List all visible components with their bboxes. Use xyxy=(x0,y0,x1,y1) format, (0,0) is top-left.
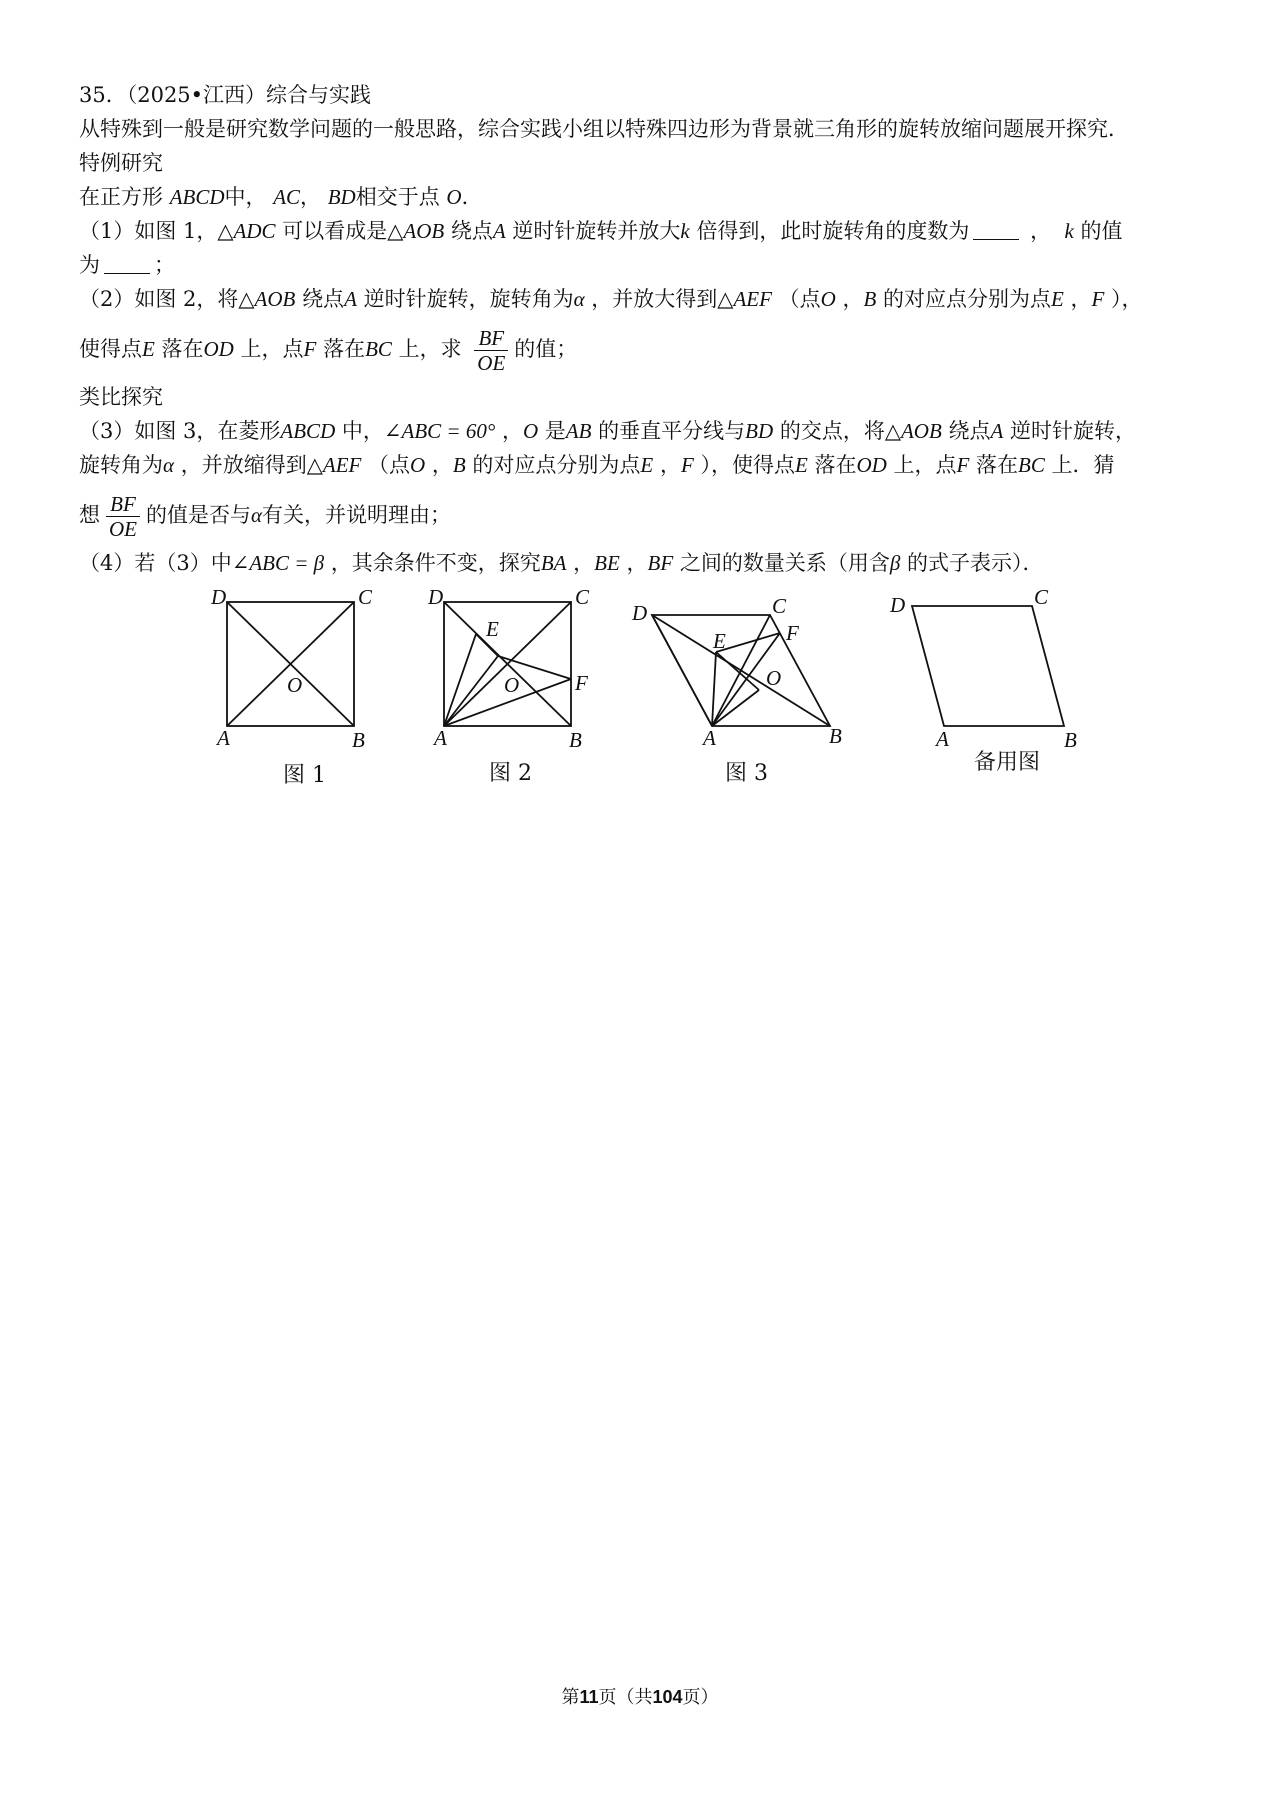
fig1-label-O: O xyxy=(287,673,303,697)
fig1-label-B: B xyxy=(352,728,365,752)
fig4-caption: 备用图 xyxy=(974,750,1041,775)
backup-label-D: D xyxy=(890,593,906,617)
fig2-caption: 图 2 xyxy=(489,761,532,786)
backup-rhombus xyxy=(912,606,1064,726)
total-pages: 104 xyxy=(652,1687,683,1707)
fig3-label-B: B xyxy=(829,724,842,748)
section-title-special: 特例研究 xyxy=(79,151,163,175)
given-line: 在正方形 ABCD中， AC， BD相交于点 O． xyxy=(79,185,483,209)
fig3-label-F: F xyxy=(786,621,799,645)
figure-3 xyxy=(631,594,842,750)
backup-label-C: C xyxy=(1034,585,1049,609)
fig3-segment-ae xyxy=(712,652,716,726)
fraction-bf-oe: $\frac{BF}{OE}$ xyxy=(474,326,508,375)
fig2-label-F: F xyxy=(575,671,588,695)
fig3-caption: 图 3 xyxy=(725,761,768,786)
fig3-segment-ao xyxy=(712,690,759,726)
q3-line2: 旋转角为α ，并放缩得到△AEF （点O ，B 的对应点分别为点E ，F ），使得点E 落在OD 上，点F 落在BC 上．猜 xyxy=(79,453,1115,477)
fig3-label-D: D xyxy=(632,601,648,625)
backup-label-B: B xyxy=(1064,728,1077,752)
q3-line1: （3）如图 3，在菱形ABCD 中，∠ABC = 60° ，O 是AB 的垂直平分线与BD 的交点，将△AOB 绕点A 逆时针旋转， xyxy=(79,419,1137,443)
fig3-side-ad xyxy=(652,615,712,726)
fig2-label-O: O xyxy=(504,673,520,697)
fig2-label-A: A xyxy=(434,726,447,750)
fig2-segment-ae2 xyxy=(444,634,476,726)
fig3-label-C: C xyxy=(772,594,787,618)
fig2-label-B: B xyxy=(569,728,582,752)
q1-line2: 为 ； xyxy=(79,253,175,277)
figures-area xyxy=(0,0,1280,800)
fig2-label-C: C xyxy=(575,585,590,609)
page-number: 11 xyxy=(579,1687,599,1707)
intro: 从特殊到一般是研究数学问题的一般思路，综合实践小组以特殊四边形为背景就三角形的旋转放缩问题展开探究． xyxy=(79,117,1129,141)
q2-line1: （2）如图 2，将△AOB 绕点A 逆时针旋转，旋转角为α ，并放大得到△AEF （点O ，B 的对应点分别为点E ，F ）， xyxy=(79,287,1143,311)
page-footer: 第11页（共104页） xyxy=(561,1687,719,1708)
fig1-caption: 图 1 xyxy=(283,763,326,788)
backup-label-A: A xyxy=(936,727,949,751)
fig3-label-O: O xyxy=(766,666,782,690)
q1-line1: （1）如图 1，△ADC 可以看成是△AOB 绕点A 逆时针旋转并放大k 倍得到，此时旋转角的度数为 ， k 的值 xyxy=(79,219,1123,243)
figure-2 xyxy=(427,585,590,752)
q3-line3: 想 $\frac{BF}{OE}$ 的值是否与α有关，并说明理由； xyxy=(79,492,452,541)
fig2-label-D: D xyxy=(428,585,444,609)
fig2-label-E: E xyxy=(486,617,499,641)
q4-line: （4）若（3）中∠ABC = β ，其余条件不变，探究BA ，BE ，BF 之间的数量关系（用含β 的式子表示）． xyxy=(79,551,1044,575)
fig3-label-A: A xyxy=(703,726,716,750)
fig3-label-E: E xyxy=(713,629,726,653)
figure-backup xyxy=(889,585,1077,752)
section-title-analogy: 类比探究 xyxy=(79,385,163,409)
fraction-bf-oe-q3: $\frac{BF}{OE}$ xyxy=(106,492,140,541)
q2-line2: 使得点E 落在OD 上，点F 落在BC 上，求 $\frac{BF}{OE}$ 的值； xyxy=(79,326,578,375)
fig1-label-D: D xyxy=(211,585,227,609)
fig1-label-C: C xyxy=(358,585,373,609)
figure-1 xyxy=(210,585,373,752)
problem-header: 35．（2025•江西）综合与实践 xyxy=(79,83,372,107)
fig1-label-A: A xyxy=(217,726,230,750)
